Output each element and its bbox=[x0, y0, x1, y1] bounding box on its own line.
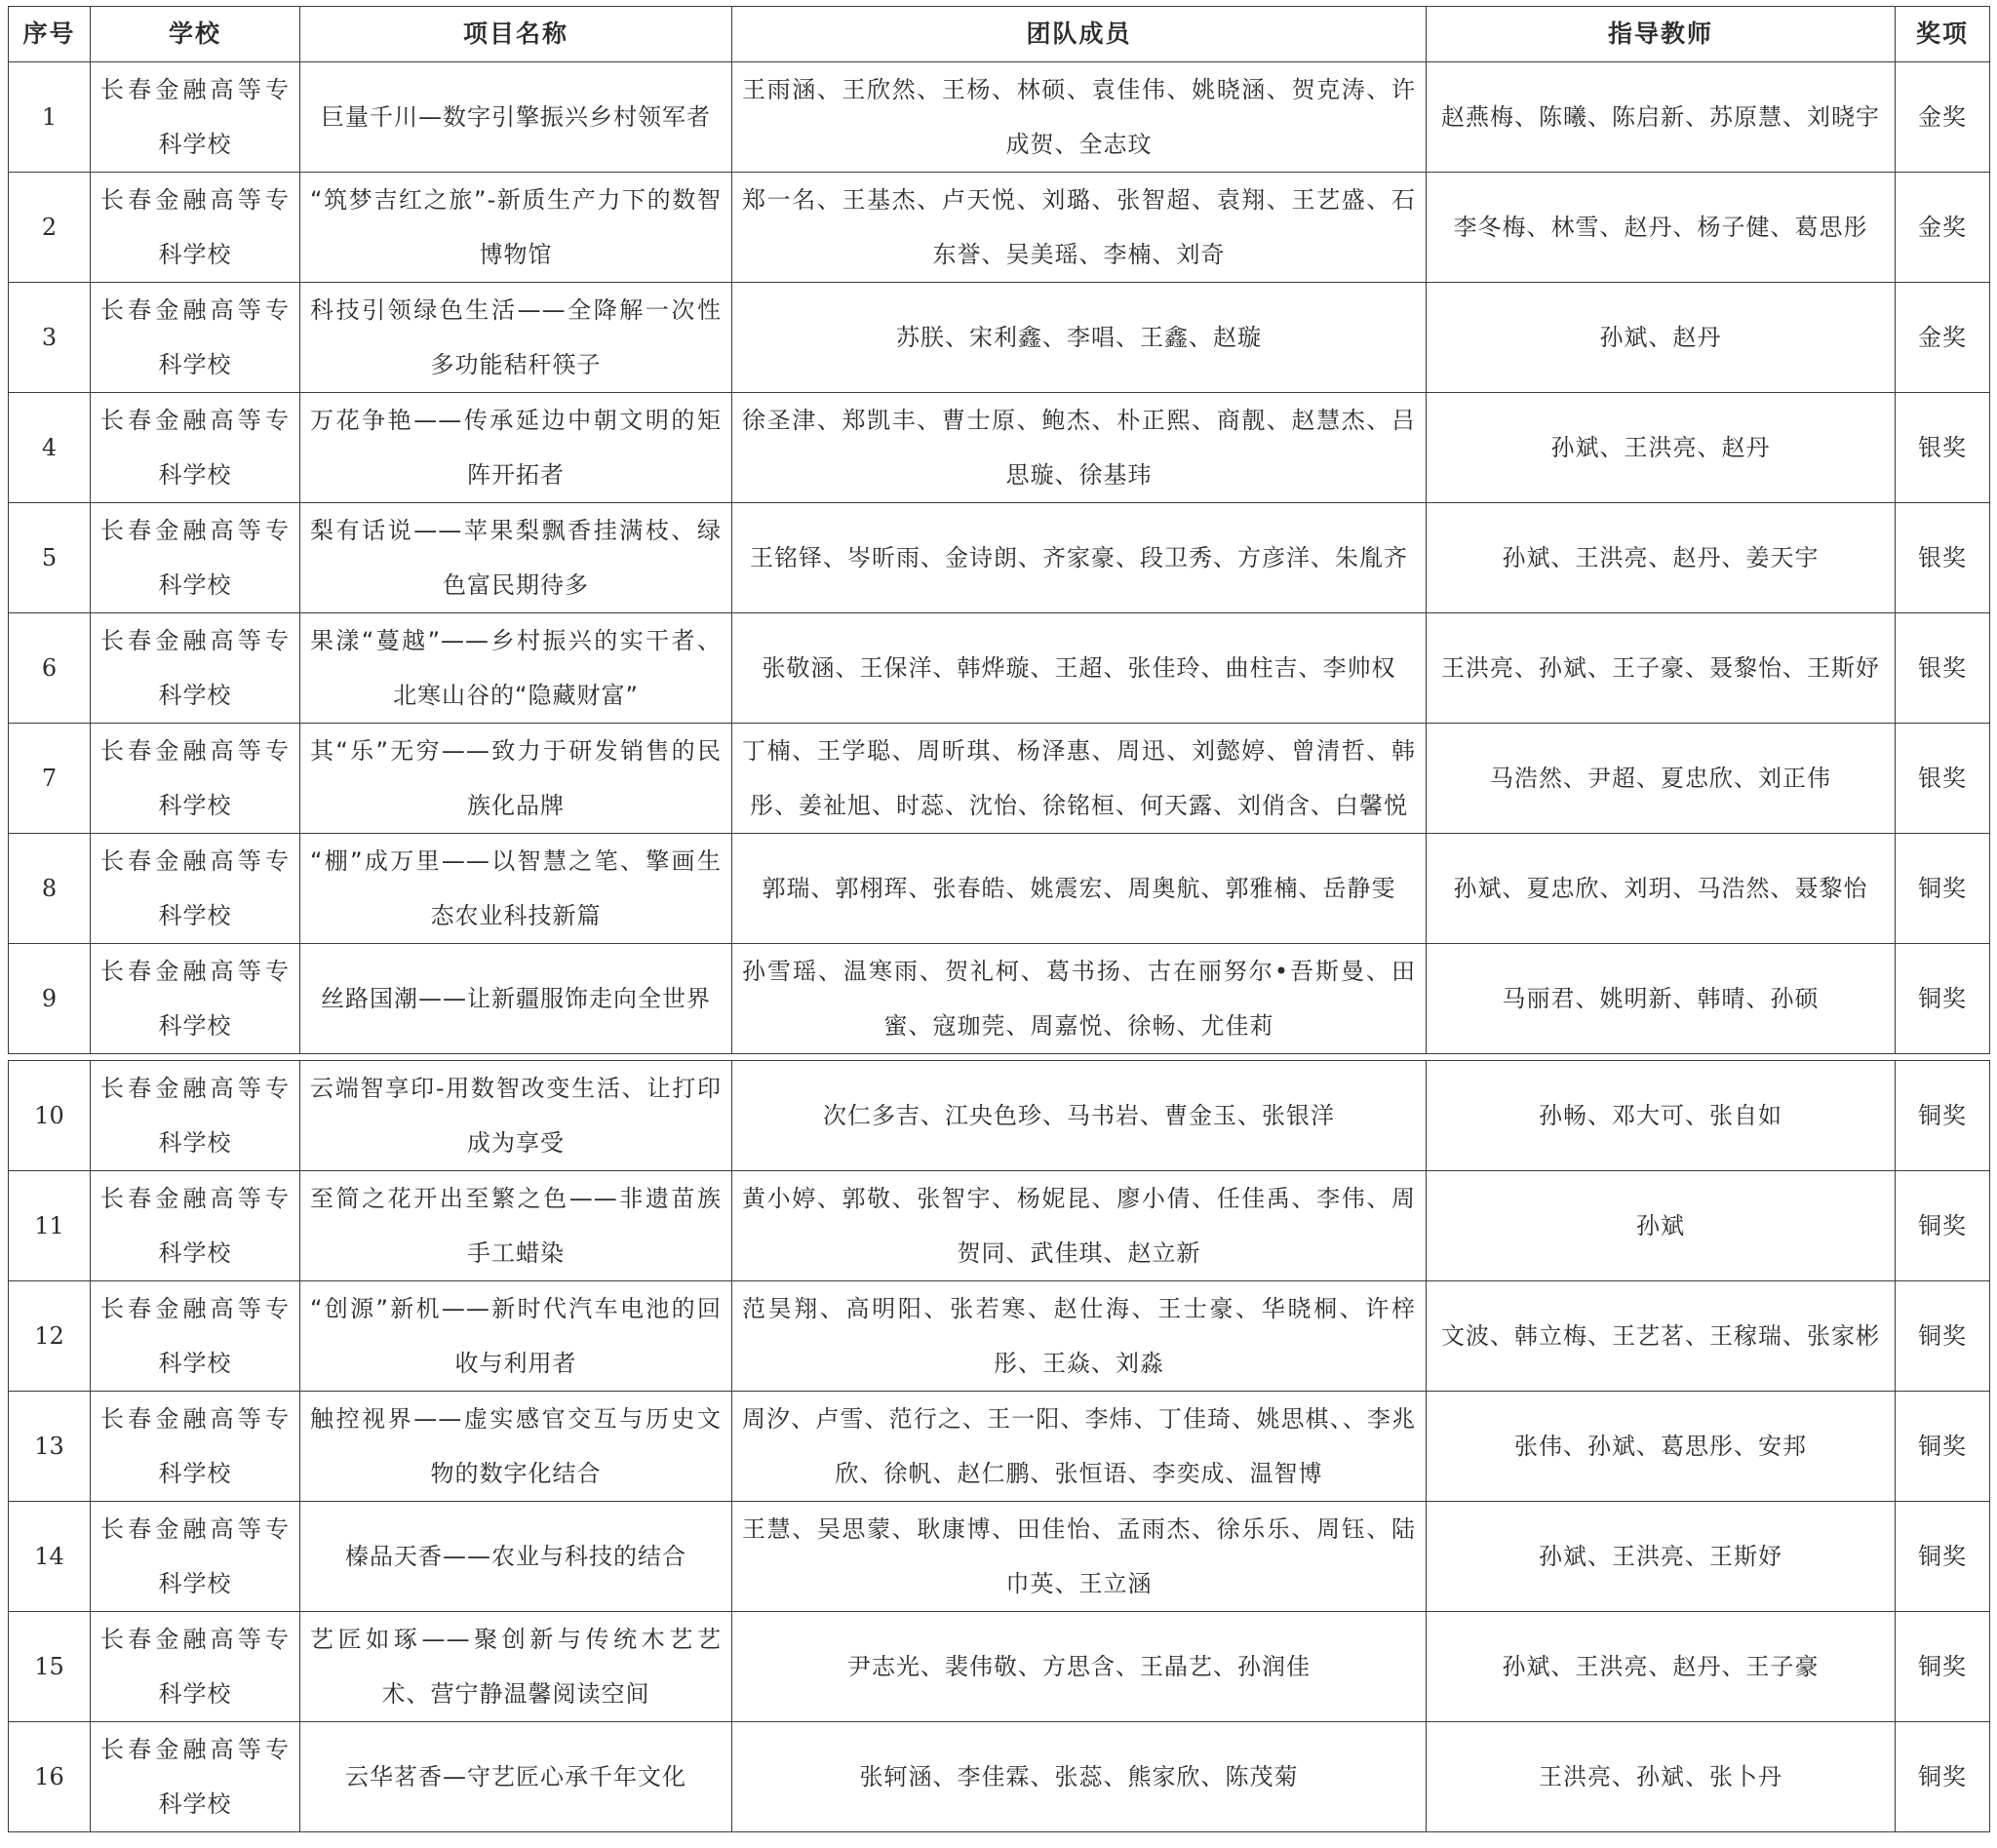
cell-project: 万花争艳——传承延边中朝文明的矩阵开拓者 bbox=[300, 393, 732, 503]
cell-project: “创源”新机——新时代汽车电池的回收与利用者 bbox=[300, 1281, 732, 1392]
cell-teachers: 马浩然、尹超、夏忠欣、刘正伟 bbox=[1427, 724, 1896, 834]
cell-teachers: 孙斌、王洪亮、赵丹、姜天宇 bbox=[1427, 503, 1896, 613]
cell-teachers: 王洪亮、孙斌、张卜丹 bbox=[1427, 1722, 1896, 1832]
cell-members: 张敬涵、王保洋、韩烨璇、王超、张佳玲、曲柱吉、李帅权 bbox=[732, 613, 1427, 724]
cell-index: 8 bbox=[9, 834, 91, 944]
cell-award: 银奖 bbox=[1896, 613, 1990, 724]
award-table-part-2 bbox=[8, 1060, 1990, 1832]
cell-teachers: 马丽君、姚明新、韩晴、孙硕 bbox=[1427, 944, 1896, 1054]
cell-school: 长春金融高等专科学校 bbox=[91, 62, 300, 173]
cell-project: 榛品天香——农业与科技的结合 bbox=[300, 1502, 732, 1612]
cell-award: 银奖 bbox=[1896, 724, 1990, 834]
cell-members: 徐圣津、郑凯丰、曹士原、鲍杰、朴正熙、商靓、赵慧杰、吕思璇、徐基玮 bbox=[732, 393, 1427, 503]
cell-school: 长春金融高等专科学校 bbox=[91, 724, 300, 834]
header-members: 团队成员 bbox=[732, 7, 1427, 62]
cell-teachers: 李冬梅、林雪、赵丹、杨子健、葛思彤 bbox=[1427, 173, 1896, 283]
table-row bbox=[9, 1392, 1990, 1502]
cell-award: 铜奖 bbox=[1896, 1612, 1990, 1722]
cell-index: 9 bbox=[9, 944, 91, 1054]
cell-members: 孙雪瑶、温寒雨、贺礼柯、葛书扬、古在丽努尔•吾斯曼、田蜜、寇珈莞、周嘉悦、徐畅、尤佳莉 bbox=[732, 944, 1427, 1054]
cell-index: 3 bbox=[9, 283, 91, 393]
header-school: 学校 bbox=[91, 7, 300, 62]
cell-school: 长春金融高等专科学校 bbox=[91, 1061, 300, 1171]
cell-project: 丝路国潮——让新疆服饰走向全世界 bbox=[300, 944, 732, 1054]
cell-index: 16 bbox=[9, 1722, 91, 1832]
cell-members: 黄小婷、郭敬、张智宇、杨妮昆、廖小倩、任佳禹、李伟、周贺同、武佳琪、赵立新 bbox=[732, 1171, 1427, 1281]
cell-index: 7 bbox=[9, 724, 91, 834]
cell-project: 其“乐”无穷——致力于研发销售的民族化品牌 bbox=[300, 724, 732, 834]
table-row bbox=[9, 834, 1990, 944]
cell-index: 12 bbox=[9, 1281, 91, 1392]
cell-school: 长春金融高等专科学校 bbox=[91, 1281, 300, 1392]
cell-index: 15 bbox=[9, 1612, 91, 1722]
cell-project: 巨量千川—数字引擎振兴乡村领军者 bbox=[300, 62, 732, 173]
cell-index: 10 bbox=[9, 1061, 91, 1171]
cell-index: 13 bbox=[9, 1392, 91, 1502]
cell-index: 14 bbox=[9, 1502, 91, 1612]
table-row bbox=[9, 1171, 1990, 1281]
cell-index: 1 bbox=[9, 62, 91, 173]
table-row bbox=[9, 613, 1990, 724]
table-body-part-2 bbox=[9, 1061, 1990, 1832]
cell-project: 艺匠如琢——聚创新与传统木艺艺术、营宁静温馨阅读空间 bbox=[300, 1612, 732, 1722]
cell-teachers: 孙斌 bbox=[1427, 1171, 1896, 1281]
table-row bbox=[9, 283, 1990, 393]
cell-award: 金奖 bbox=[1896, 173, 1990, 283]
cell-school: 长春金融高等专科学校 bbox=[91, 1502, 300, 1612]
cell-school: 长春金融高等专科学校 bbox=[91, 173, 300, 283]
award-table-part-1 bbox=[8, 6, 1990, 1054]
header-index: 序号 bbox=[9, 7, 91, 62]
cell-award: 银奖 bbox=[1896, 393, 1990, 503]
cell-award: 铜奖 bbox=[1896, 1722, 1990, 1832]
cell-award: 铜奖 bbox=[1896, 1281, 1990, 1392]
cell-teachers: 孙斌、王洪亮、赵丹 bbox=[1427, 393, 1896, 503]
cell-school: 长春金融高等专科学校 bbox=[91, 613, 300, 724]
cell-members: 范昊翔、高明阳、张若寒、赵仕海、王士豪、华晓桐、许梓彤、王焱、刘淼 bbox=[732, 1281, 1427, 1392]
cell-award: 金奖 bbox=[1896, 283, 1990, 393]
cell-members: 尹志光、裴伟敬、方思含、王晶艺、孙润佳 bbox=[732, 1612, 1427, 1722]
cell-index: 4 bbox=[9, 393, 91, 503]
cell-members: 周汐、卢雪、范行之、王一阳、李炜、丁佳琦、姚思棋、、李兆欣、徐帆、赵仁鹏、张恒语、李奕成、温智博 bbox=[732, 1392, 1427, 1502]
cell-award: 金奖 bbox=[1896, 62, 1990, 173]
cell-school: 长春金融高等专科学校 bbox=[91, 393, 300, 503]
cell-members: 苏朕、宋利鑫、李唱、王鑫、赵璇 bbox=[732, 283, 1427, 393]
cell-school: 长春金融高等专科学校 bbox=[91, 944, 300, 1054]
cell-project: 云端智享印-用数智改变生活、让打印成为享受 bbox=[300, 1061, 732, 1171]
cell-award: 铜奖 bbox=[1896, 944, 1990, 1054]
cell-teachers: 王洪亮、孙斌、王子豪、聂黎怡、王斯妤 bbox=[1427, 613, 1896, 724]
cell-project: 果漾“蔓越”——乡村振兴的实干者、北寒山谷的“隐藏财富” bbox=[300, 613, 732, 724]
cell-school: 长春金融高等专科学校 bbox=[91, 834, 300, 944]
cell-award: 铜奖 bbox=[1896, 1502, 1990, 1612]
cell-school: 长春金融高等专科学校 bbox=[91, 1392, 300, 1502]
header-award: 奖项 bbox=[1896, 7, 1990, 62]
cell-members: 丁楠、王学聪、周昕琪、杨泽惠、周迅、刘懿婷、曾清哲、韩彤、姜祉旭、时蕊、沈怡、徐铭桓、何天露、刘俏含、白馨悦 bbox=[732, 724, 1427, 834]
cell-index: 5 bbox=[9, 503, 91, 613]
cell-teachers: 孙斌、夏忠欣、刘玥、马浩然、聂黎怡 bbox=[1427, 834, 1896, 944]
cell-index: 2 bbox=[9, 173, 91, 283]
header-teachers: 指导教师 bbox=[1427, 7, 1896, 62]
cell-members: 王铭铎、岑昕雨、金诗朗、齐家豪、段卫秀、方彦洋、朱胤齐 bbox=[732, 503, 1427, 613]
cell-teachers: 孙斌、王洪亮、王斯妤 bbox=[1427, 1502, 1896, 1612]
cell-project: 云华茗香—守艺匠心承千年文化 bbox=[300, 1722, 732, 1832]
cell-index: 11 bbox=[9, 1171, 91, 1281]
cell-project: 触控视界——虚实感官交互与历史文物的数字化结合 bbox=[300, 1392, 732, 1502]
cell-project: 至简之花开出至繁之色——非遗苗族手工蜡染 bbox=[300, 1171, 732, 1281]
cell-members: 王慧、吴思蒙、耿康博、田佳怡、孟雨杰、徐乐乐、周钰、陆巾英、王立涵 bbox=[732, 1502, 1427, 1612]
cell-teachers: 孙斌、王洪亮、赵丹、王子豪 bbox=[1427, 1612, 1896, 1722]
table-row bbox=[9, 503, 1990, 613]
table-row bbox=[9, 1502, 1990, 1612]
cell-members: 张轲涵、李佳霖、张蕊、熊家欣、陈茂菊 bbox=[732, 1722, 1427, 1832]
cell-teachers: 孙畅、邓大可、张自如 bbox=[1427, 1061, 1896, 1171]
cell-school: 长春金融高等专科学校 bbox=[91, 1722, 300, 1832]
header-project: 项目名称 bbox=[300, 7, 732, 62]
cell-index: 6 bbox=[9, 613, 91, 724]
cell-project: 科技引领绿色生活——全降解一次性多功能秸秆筷子 bbox=[300, 283, 732, 393]
cell-school: 长春金融高等专科学校 bbox=[91, 1612, 300, 1722]
cell-members: 次仁多吉、江央色珍、马书岩、曹金玉、张银洋 bbox=[732, 1061, 1427, 1171]
table-row bbox=[9, 724, 1990, 834]
cell-project: “棚”成万里——以智慧之笔、擎画生态农业科技新篇 bbox=[300, 834, 732, 944]
cell-school: 长春金融高等专科学校 bbox=[91, 1171, 300, 1281]
cell-award: 铜奖 bbox=[1896, 1061, 1990, 1171]
table-row bbox=[9, 62, 1990, 173]
cell-school: 长春金融高等专科学校 bbox=[91, 283, 300, 393]
table-body-part-1 bbox=[9, 62, 1990, 1054]
table-row bbox=[9, 393, 1990, 503]
cell-members: 郑一名、王基杰、卢天悦、刘璐、张智超、袁翔、王艺盛、石东誉、吴美瑶、李楠、刘奇 bbox=[732, 173, 1427, 283]
table-row bbox=[9, 1281, 1990, 1392]
cell-project: “筑梦吉红之旅”-新质生产力下的数智博物馆 bbox=[300, 173, 732, 283]
cell-award: 铜奖 bbox=[1896, 1171, 1990, 1281]
cell-teachers: 孙斌、赵丹 bbox=[1427, 283, 1896, 393]
cell-members: 王雨涵、王欣然、王杨、林硕、袁佳伟、姚晓涵、贺克涛、许成贺、全志玟 bbox=[732, 62, 1427, 173]
table-row bbox=[9, 1612, 1990, 1722]
cell-teachers: 张伟、孙斌、葛思彤、安邦 bbox=[1427, 1392, 1896, 1502]
cell-school: 长春金融高等专科学校 bbox=[91, 503, 300, 613]
cell-members: 郭瑞、郭栩珲、张春皓、姚震宏、周奥航、郭雅楠、岳静雯 bbox=[732, 834, 1427, 944]
table-row bbox=[9, 1061, 1990, 1171]
cell-award: 铜奖 bbox=[1896, 834, 1990, 944]
table-row bbox=[9, 944, 1990, 1054]
table-row bbox=[9, 1722, 1990, 1832]
table-header-row bbox=[9, 7, 1990, 62]
cell-award: 银奖 bbox=[1896, 503, 1990, 613]
cell-project: 梨有话说——苹果梨飘香挂满枝、绿色富民期待多 bbox=[300, 503, 732, 613]
cell-teachers: 赵燕梅、陈曦、陈启新、苏原慧、刘晓宇 bbox=[1427, 62, 1896, 173]
table-row bbox=[9, 173, 1990, 283]
cell-award: 铜奖 bbox=[1896, 1392, 1990, 1502]
cell-teachers: 文波、韩立梅、王艺茗、王稼瑞、张家彬 bbox=[1427, 1281, 1896, 1392]
